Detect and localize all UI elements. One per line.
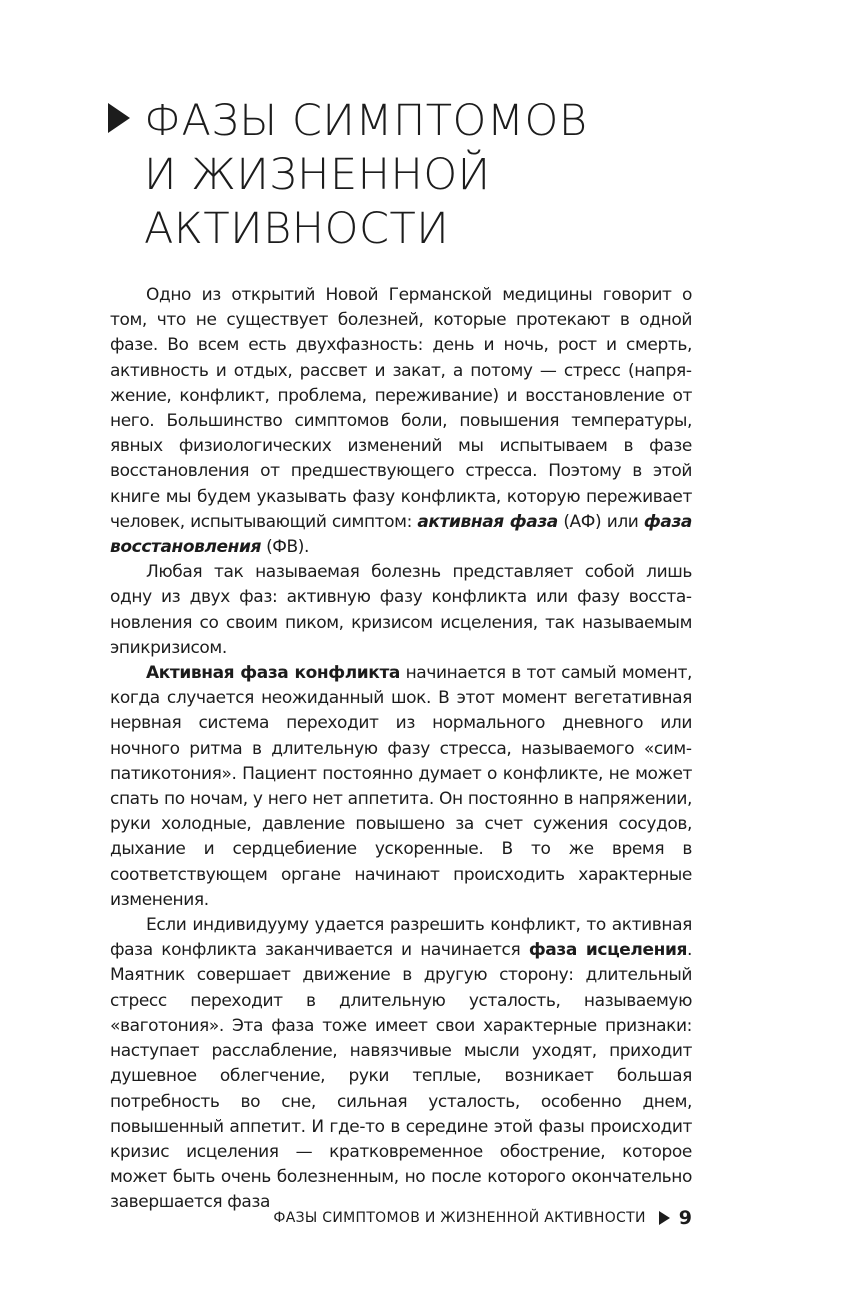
title-line-1: ФАЗЫ СИМПТОМОВ xyxy=(144,96,588,146)
title-triangle-icon xyxy=(108,103,130,133)
title-line-3: АКТИВНОСТИ xyxy=(144,204,450,254)
page-footer xyxy=(250,1203,692,1233)
paragraph-1-text-c: (ФВ). xyxy=(261,537,310,558)
chapter-title xyxy=(144,94,588,256)
term-active-phase: активная фаза xyxy=(417,511,558,532)
paragraph-4-text-a: Если индивидууму удается разрешить конфликт, то активная фаза конфликта заканчивается и начинается xyxy=(110,915,692,961)
term-active-conflict-phase: Активная фаза конфликта xyxy=(146,663,400,684)
paragraph-2 xyxy=(110,560,692,661)
paragraph-3 xyxy=(110,661,692,913)
paragraph-1 xyxy=(110,283,692,560)
play-triangle-icon xyxy=(659,1211,670,1225)
body-text xyxy=(110,283,692,1216)
paragraph-4 xyxy=(110,913,692,1215)
term-healing-phase: фаза исцеления xyxy=(528,940,687,961)
paragraph-1-text-b: (АФ) или xyxy=(557,511,644,532)
title-line-2: И ЖИЗНЕННОЙ xyxy=(144,150,491,200)
page-number: 9 xyxy=(678,1207,692,1229)
running-head: ФАЗЫ СИМПТОМОВ И ЖИЗНЕННОЙ АКТИВНОСТИ xyxy=(273,1210,646,1226)
paragraph-2-text: Любая так называемая болезнь представляет собой лишь одну из двух фаз: активную фазу конфликта или фазу восстановления со своим пиком, кризисом исцеления, так называемым эпикризисом. xyxy=(110,562,692,658)
paragraph-4-text-b: . Маятник совершает движение в другую сторону: длительный стресс переходит в длительную усталость, называемую «ваготония». Эта фаза тоже имеет свои характерные признаки: наступает расслабление, навязчивые мысли уходят, приходит душевное облегчение, руки теплые, возникает большая потребность во сне, сильная усталость, особенно днем, повышенный аппетит. И где-то в середине этой фазы происходит кризис исцеления — кратковременное обострение, которое может быть очень болезненным, но после которого окончательно завершается фаза xyxy=(110,940,693,1213)
paragraph-3-text: начинается в тот самый момент, когда случается неожиданный шок. В этот момент вегетативная нервная система переходит из нормального дневного или ночного ритма в длительную фазу стресса, называемого «симпатикотония». Пациент постоянно думает о конфликте, не может спать по ночам, у него нет аппетита. Он постоянно в напряжении, руки холодные, давление повышено за счет сужения сосудов, дыхание и сердцебиение ускоренные. В то же время в соответствующем органе начинают происходить характерные изменения. xyxy=(110,663,692,910)
term-recovery-phase: фаза восстановления xyxy=(110,511,692,558)
paragraph-1-text-a: Одно из открытий Новой Германской медицины говорит о том, что не существует болезней, которые протекают в одной фазе. Во всем есть двухфазность: день и ночь, рост и смерть, активность и отдых, рассвет и закат, а потому — стресс (напряжение, конфликт, проблема, переживание) и восстановление от него. Большинство симптомов боли, повышения температуры, явных физиологических изменений мы испытываем в фазе восстановления от предшествующего стресса. Поэтому в этой книге мы будем указывать фазу конфликта, которую переживает человек, испытывающий симптом: xyxy=(110,285,692,532)
